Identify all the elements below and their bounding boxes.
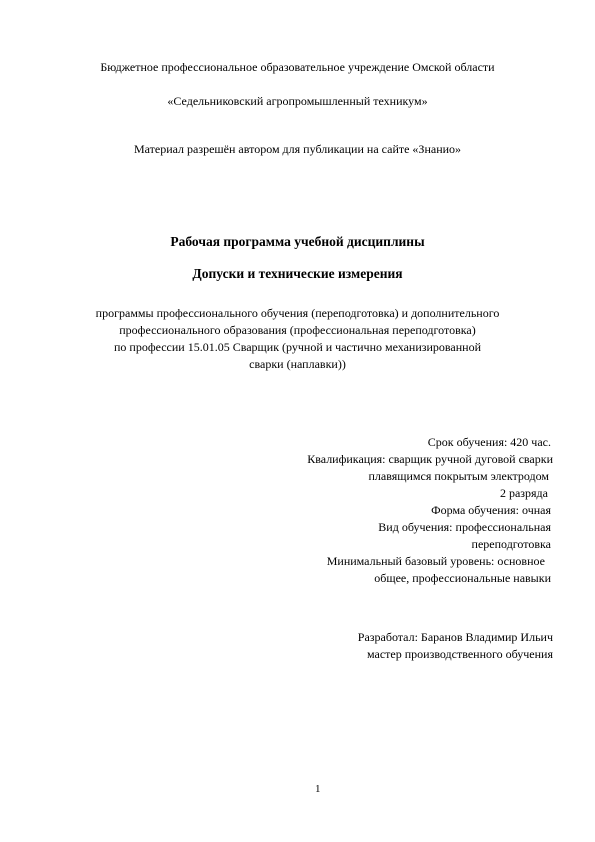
training-duration: Срок обучения: 420 час.: [427, 435, 551, 449]
college-name: «Седельниковский агропромышленный техникум»: [167, 94, 428, 108]
publication-permission: Материал разрешён автором для публикации на сайте «Знанио»: [133, 142, 462, 156]
study-form: Форма обучения: очная: [431, 503, 551, 517]
author-position: мастер производственного обучения: [367, 647, 553, 661]
qualification-line-1: Квалификация: сварщик ручной дуговой сварки: [307, 452, 553, 466]
program-line-1: программы профессионального обучения (переподготовка) и дополнительного: [95, 306, 500, 320]
institution-name: Бюджетное профессиональное образовательное учреждение Омской области: [100, 60, 495, 74]
program-line-2: профессионального образования (профессиональная переподготовка): [119, 323, 476, 337]
author-name: Разработал: Баранов Владимир Ильич: [357, 630, 553, 644]
study-type-line-1: Вид обучения: профессиональная: [378, 520, 551, 534]
qualification-line-2: плавящимся покрытым электродом: [368, 469, 549, 483]
study-type-line-2: переподготовка: [471, 537, 551, 551]
program-line-4: сварки (наплавки)): [249, 357, 346, 371]
program-line-3: по профессии 15.01.05 Сварщик (ручной и частично механизированной: [113, 340, 482, 354]
base-level-line-1: Минимальный базовый уровень: основное: [326, 554, 545, 568]
discipline-title: Допуски и технические измерения: [192, 266, 403, 281]
document-title: Рабочая программа учебной дисциплины: [170, 234, 425, 249]
base-level-line-2: общее, профессиональные навыки: [374, 571, 551, 585]
qualification-grade: 2 разряда: [499, 486, 548, 500]
page-number: 1: [315, 783, 321, 795]
